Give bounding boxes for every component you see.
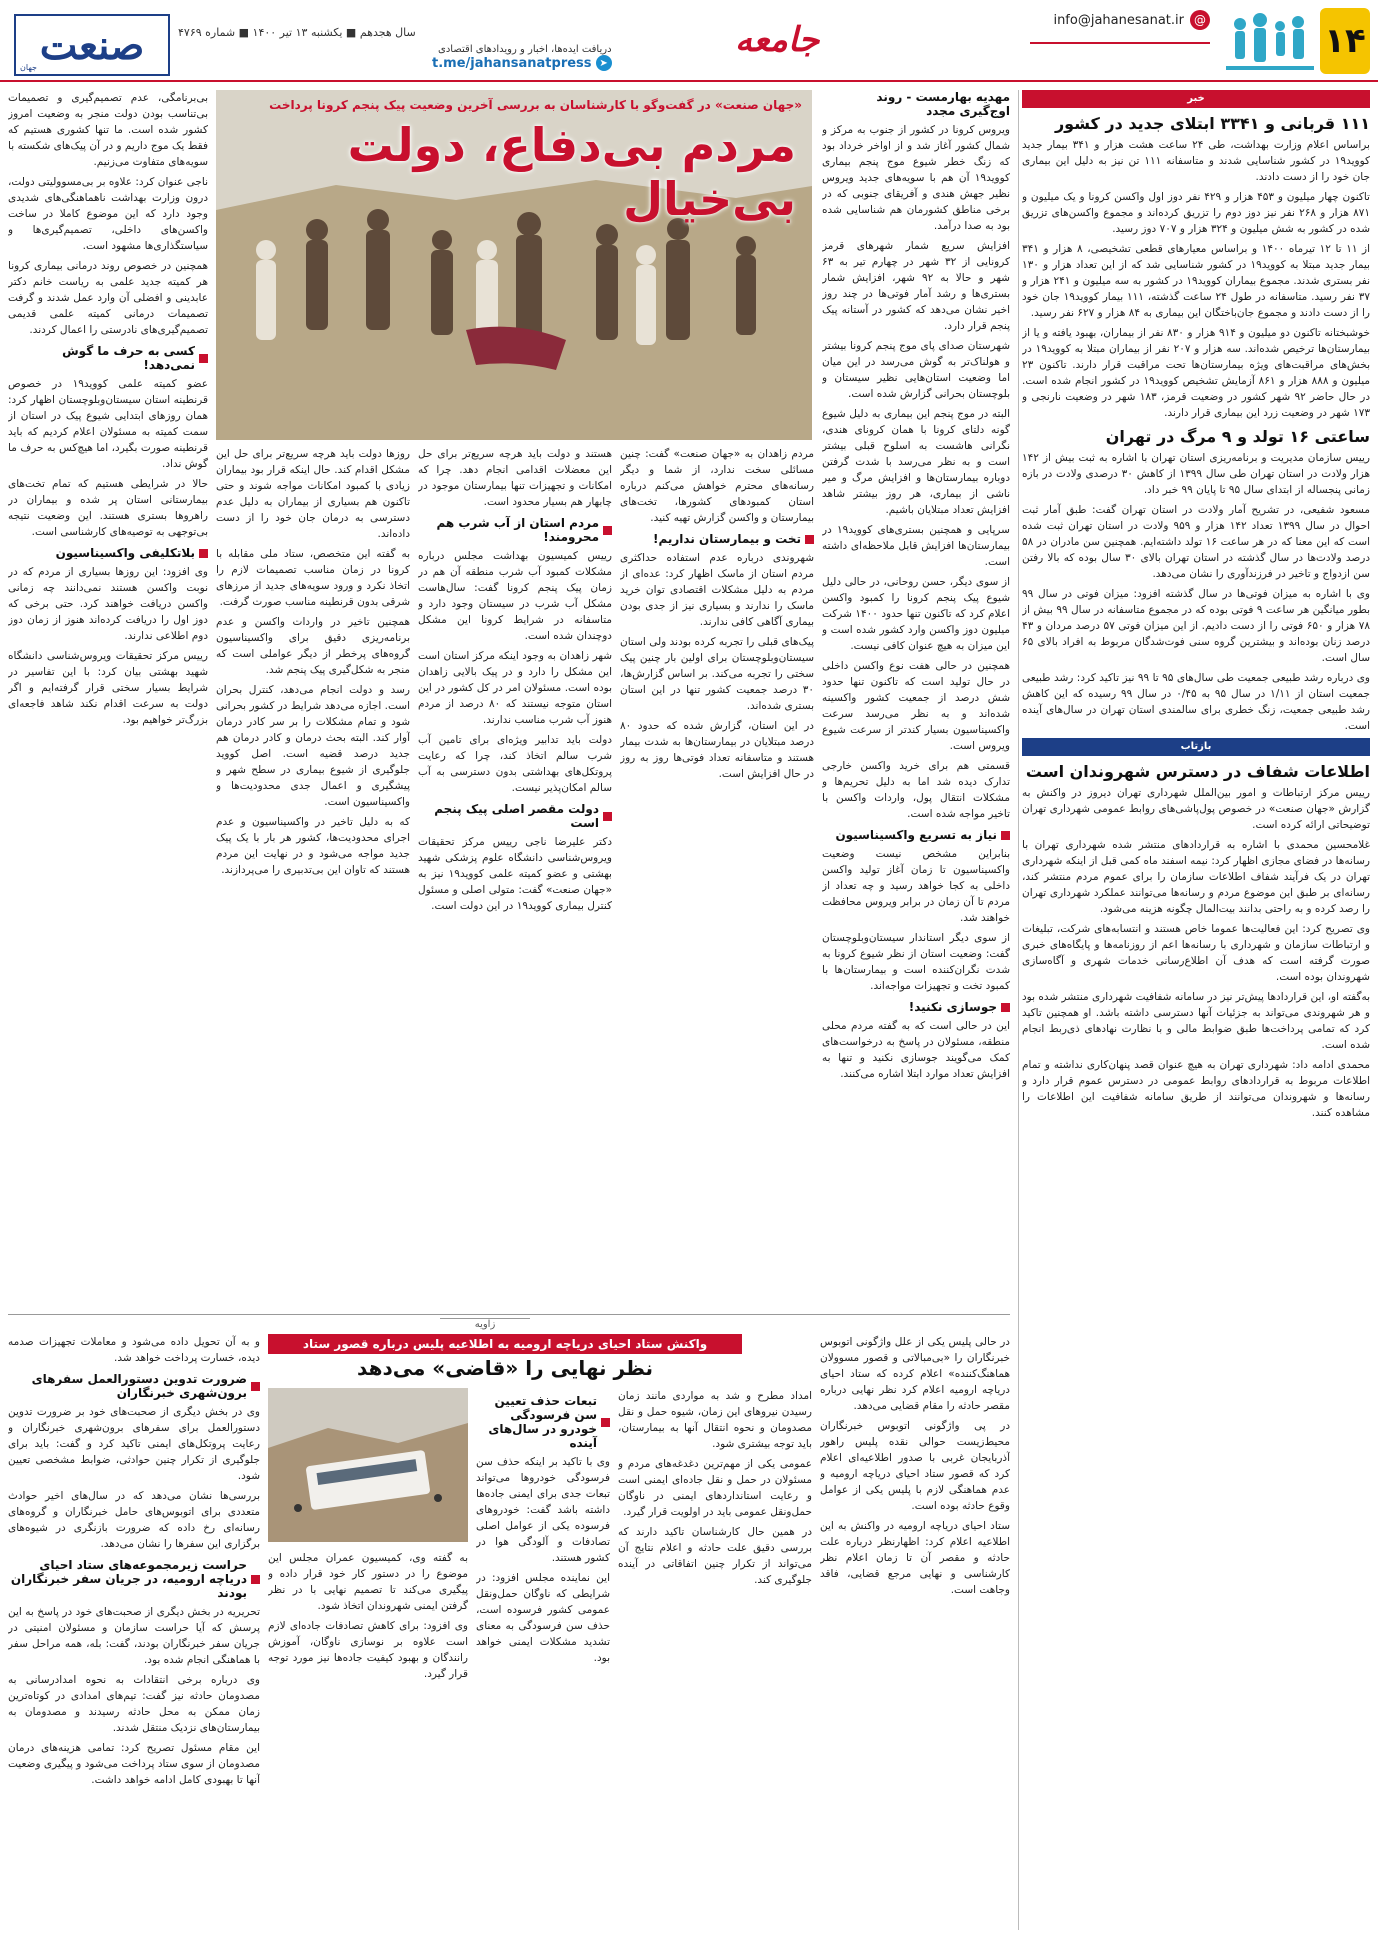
feature-photo <box>216 90 812 440</box>
subheading <box>476 1394 610 1450</box>
page-number: ۱۴ <box>1320 8 1370 74</box>
bottom-column-1 <box>820 1334 1010 1930</box>
square-bullet-icon <box>805 535 814 544</box>
subheading-text: جوسازی نکنید! <box>908 1000 997 1014</box>
feature-column-1 <box>822 90 1010 1310</box>
article-paragraph: عضو کمیته علمی کووید۱۹ در خصوص قرنطینه استان سیستان‌وبلوچستان اظهار کرد: همان روزهای ابتدایی شیوع پیک در استان از سمت کمیته به مسئولان اعلام کردیم که باید قرنطینه صورت بگیرد، اما هیچ‌کس به حرف ما گوش نداد. <box>8 378 208 470</box>
byline: مهدیه بهارمست - روند اوج‌گیری مجدد <box>876 90 1010 118</box>
feature-column-3 <box>418 446 612 1310</box>
subheading <box>8 1372 260 1400</box>
issue-line: سال هجدهم ■ یکشنبه ۱۳ تیر ۱۴۰۰ ■ شماره ۴۷۶۹ <box>178 26 416 39</box>
square-bullet-icon <box>199 549 208 558</box>
news1-paragraph: خوشبختانه تاکنون دو میلیون و ۹۱۴ هزار و ۸۳۰ نفر از بیماران، بهبود یافته و یا از بیمارستان‌ها ترخیص شده‌اند. سه هزار و ۲۰۷ نفر از بیماران مبتلا به کووید۱۹ در بخش‌های مراقبت‌های ویژه بیمارستان‌ها تحت مراقبت قرار دارند. تاکنون ۲۳ میلیون و ۸۸۸ هزار و ۸۶۱ آزمایش تشخیص کووید۱۹ در کشور انجام شده است. در حال حاضر ۹۲ شهر کشور در وضعیت قرمز، ۱۸۳ شهر در وضعیت نارنجی و ۱۷۳ شهر در وضعیت زرد این بیماری قرار دارند. <box>1022 327 1370 419</box>
article-paragraph: هستند و دولت باید هرچه سریع‌تر برای حل این معضلات اقدامی انجام دهد. چرا که امکانات و تجهیزات تنها بیمارستان موجود در چابهار هم بسیار محدود است. <box>418 448 612 508</box>
article-paragraph: شهرستان صدای پای موج پنجم کرونا بیشتر و هولناک‌تر به گوش می‌رسد در این میان اما وضعیت استان‌هایی نظیر سیستان و بلوچستان بحرانی گزارش شده است. <box>822 340 1010 400</box>
news3-paragraph: محمدی ادامه داد: شهرداری تهران به هیچ عنوان قصد پنهان‌کاری نداشته و تمام اطلاعات مربوط به قراردادهای روابط عمومی در دسترس عموم قرار دارد و رسانه‌ها و شهروندان می‌توانند از طریق سامانه شفافیت این اطلاعات را مشاهده کنند. <box>1022 1059 1370 1119</box>
top-rule <box>0 80 1378 82</box>
telegram-note: دریافت ایده‌ها، اخبار و رویدادهای اقتصادی <box>438 44 612 55</box>
news2-paragraph: مسعود شفیعی، در تشریح آمار ولادت در استان تهران گفت: طبق آمار ثبت احوال در سال ۱۳۹۹ تعداد ۱۴۲ هزار و ۹۵۹ ولادت در استان تهران ثبت شده است که این معنا که در هر ساعت ۱۶ تولد داشته‌ایم. همچنین سن مادران در ۵۸ درصد ولادت‌ها در سال گذشته در استان تهران بالای ۳۰ سال بوده که بالا رفتن سن ازدواج و تاخیر در فرزندآوری را نشان می‌دهد. <box>1022 504 1370 580</box>
article-paragraph: به گفته این متخصص، ستاد ملی مقابله با کرونا در زمان مناسب تصمیمات لازم را اتخاذ نکرد و ورود سویه‌های جدید از مرزهای شرقی بدون قرنطینه مناسب صورت گرفت. <box>216 548 410 608</box>
logo-sub: جهان <box>20 63 37 72</box>
feature-column-4 <box>216 446 410 1310</box>
subheading <box>8 1558 260 1600</box>
zavieh-tag: زاویه <box>440 1318 530 1332</box>
bottom-column-2 <box>618 1388 812 1930</box>
article-paragraph: رییس مرکز تحقیقات ویروس‌شناسی دانشگاه شهید بهشتی بیان کرد: با این تفاسیر در شرایط بسیار سختی قرار گرفته‌ایم و اگر دولت به سرعت اقدام نکند شاهد فاجعه‌ای بزرگ‌تر خواهیم بود. <box>8 650 208 726</box>
article-paragraph: وی در بخش دیگری از صحبت‌های خود بر ضرورت تدوین دستورالعمل برای سفرهای برون‌شهری خبرنگاران و رعایت پروتکل‌های ایمنی تاکید کرد و گفت: باید برای جلوگیری از تکرار چنین حوادثی، ضوابط مشخصی تعیین شود. <box>8 1406 260 1482</box>
article-paragraph: همچنین تاخیر در واردات واکسن و عدم برنامه‌ریزی دقیق برای واکسیناسیون گروه‌های پرخطر از دیگر عواملی است که منجر به شکل‌گیری پیک پنجم شد. <box>216 616 410 676</box>
article-paragraph: این نماینده مجلس افزود: در شرایطی که ناوگان حمل‌ونقل عمومی کشور فرسوده است، حذف سن فرسودگی به معنای تشدید مشکلات ایمنی خواهد بود. <box>476 1572 610 1664</box>
square-bullet-icon <box>603 812 612 821</box>
bottom-banner: واکنش ستاد احیای دریاچه ارومیه به اطلاعیه پلیس درباره قصور ستاد <box>268 1334 742 1354</box>
email-icon: @ <box>1190 10 1210 30</box>
news3-paragraph: رییس مرکز ارتباطات و امور بین‌الملل شهرداری تهران دیروز در واکنش به گزارش «جهان صنعت» در خصوص پول‌پاشی‌های روابط عمومی شهرداری تهران توضیحاتی ارائه کرده است. <box>1022 787 1370 831</box>
square-bullet-icon <box>601 1418 610 1427</box>
subheading <box>418 516 612 544</box>
article-paragraph: سرپایی و همچنین بستری‌های کووید۱۹ در بیمارستان‌ها افزایش قابل ملاحظه‌ای داشته است. <box>822 524 1010 568</box>
article-paragraph: روزها دولت باید هرچه سریع‌تر برای حل این مشکل اقدام کند. حال اینکه قرار بود بیماران زیادی با کمبود امکانات مواجه شوند و حتی تاکنون هم بسیاری از بیماران به دلیل عدم دسترسی به درمان جان خود را از دست داده‌اند. <box>216 448 410 540</box>
subheading <box>8 344 208 372</box>
article-paragraph: وی درباره برخی انتقادات به نحوه امدادرسانی به مصدومان حادثه نیز گفت: تیم‌های امدادی در کوتاه‌ترین زمان ممکن به محل حادثه رسیدند و مصدومان به بیمارستان‌های نزدیک منتقل شدند. <box>8 1674 260 1734</box>
feature-column-5 <box>8 90 208 1310</box>
square-bullet-icon <box>251 1382 260 1391</box>
article-paragraph: افزایش سریع شمار شهرهای قرمز کرونایی از ۳۲ شهر در چهارم تیر به ۶۳ شهر و حالا به ۹۲ شهر، افزایش شمار بستری‌ها و رشد آمار فوتی‌ها در چند روز اخیر نشان می‌دهد که کشور در آستانه پیک پنجم قرار دارد. <box>822 240 1010 332</box>
square-bullet-icon <box>1001 831 1010 840</box>
article-paragraph: همچنین در حالی هفت نوع واکسن داخلی در حال تولید است که تاکنون تنها حدود شش درصد از جمعیت کشور واکسینه شده‌اند و به نظر می‌رسد سرعت واکسیناسیون بسیار کندتر از سرعت شیوع ویروس است. <box>822 660 1010 752</box>
news-tag: خبر <box>1022 90 1370 108</box>
article-paragraph: از سوی دیگر، حسن روحانی، در حالی دلیل شیوع پیک پنجم کرونا را کمبود واکسن اعلام کرد که تاکنون تنها حدود ۱۴۰۰ شرکت میلیون دوز واکسن وارد کشور شده است و این میزان به هیچ عنوان کافی نیست. <box>822 576 1010 652</box>
telegram-block <box>432 44 612 71</box>
article-paragraph: ویروس کرونا در کشور از جنوب به مرکز و شمال کشور آغاز شد و از اواخر خرداد بود که زنگ خطر شیوع موج پنجم بیماری کووید۱۹ آن هم با سویه‌های جدید ویروس نظیر جهش هندی و آفریقای جنوبی که در برخی مناطق کشورمان هم شناسایی شده بود به صدا درآمد. <box>822 124 1010 232</box>
subheading <box>822 828 1010 842</box>
telegram-link[interactable] <box>432 55 612 71</box>
article-paragraph: امداد مطرح و شد به مواردی مانند زمان رسیدن نیروهای این زمان، شیوه حمل و نقل مصدومان و نحوه انتقال آنها به بیمارستان، باید توجه بیشتری شود. <box>618 1390 812 1450</box>
article-paragraph: و به آن تحویل داده می‌شود و معاملات تجهیزات صدمه دیده، خسارت پرداخت خواهد شد. <box>8 1336 260 1364</box>
subheading <box>620 532 814 546</box>
article-paragraph: دکتر علیرضا ناجی رییس مرکز تحقیقات ویروس‌شناسی دانشگاه علوم پزشکی شهید بهشتی و عضو کمیته علمی کووید۱۹ نیز به «جهان صنعت» گفت: متولی اصلی و مسئول کنترل بیماری کووید۱۹ در این دولت است. <box>418 836 612 912</box>
square-bullet-icon <box>603 526 612 535</box>
subheading-text: تبعات حذف تعیین سن فرسودگی خودرو در سال‌های آینده <box>488 1394 597 1450</box>
article-paragraph: وی با تاکید بر اینکه حذف سن فرسودگی خودروها می‌تواند تبعات جدی برای ایمنی جاده‌ها داشته باشد گفت: خودروهای فرسوده یکی از عوامل اصلی تصادفات و آلودگی هوا در کشور هستند. <box>476 1456 610 1564</box>
feature-kicker: «جهان صنعت» در گفت‌وگو با کارشناسان به بررسی آخرین وضعیت پیک پنجم کرونا پرداخت <box>269 98 802 112</box>
article-paragraph: که به دلیل تاخیر در واکسیناسیون و عدم اجرای محدودیت‌ها، کشور هر بار با یک پیک جدید مواجه می‌شود و در نهایت این مردم هستند که تاوان این بی‌تدبیری را می‌پردازند. <box>216 816 410 876</box>
bus-illustration <box>268 1388 468 1542</box>
right-news-column <box>1022 90 1370 1930</box>
square-bullet-icon <box>199 354 208 363</box>
article-paragraph: در همین حال کارشناسان تاکید دارند که بررسی دقیق علت حادثه و اعلام نتایج آن می‌تواند از تکرار چنین اتفاقاتی در آینده جلوگیری کند. <box>618 1526 812 1586</box>
article-paragraph: البته در موج پنجم این بیماری به دلیل شیوع گونه دلتای کرونا با همان کرونای هندی، نگرانی هاشست به اسلوح قبلی بیشتر است و به نظر می‌رسد با شدت گرفتن دوباره بیمارستان‌ها و افزایش مرگ و میر ناشی از بیماری، هر روز بیشتر شاهد افزایش تعداد مبتلایان باشیم. <box>822 408 1010 516</box>
email-row <box>1053 10 1210 30</box>
article-paragraph: وی افزود: برای کاهش تصادفات جاده‌ای لازم است علاوه بر نوسازی ناوگان، آموزش رانندگان و بهبود کیفیت جاده‌ها نیز مورد توجه قرار گیرد. <box>268 1620 468 1680</box>
subheading-text: نیاز به تسریع واکسیناسیون <box>835 828 997 842</box>
article-paragraph: عمومی یکی از مهم‌ترین دغدغه‌های مردم و مسئولان در حمل و نقل جاده‌ای ایمنی است و رعایت استانداردهای ایمنی در ناوگان حمل‌ونقل عمومی باید در اولویت قرار گیرد. <box>618 1458 812 1518</box>
news2-paragraph: وی با اشاره به میزان فوتی‌ها در سال گذشته افزود: میزان فوتی در سال ۹۹ بطور میانگین هر ساعت ۹ فوتی بوده که در مجموع متاسفانه در سال ۹۹ بیش از ۷۸ هزار و ۶۵۰ فوتی را از دست دادیم. از این میزان فوتی ۵۷ درصد مردان و ۴۳ درصد زنان بوده‌اند و بیشترین گروه سنی فوت‌شدگان مربوط به افراد بالای ۶۵ سال است. <box>1022 588 1370 664</box>
subheading-text: حراست زیرمجموعه‌های ستاد احیای دریاچه ارومیه، در جریان سفر خبرنگاران بودند <box>10 1558 247 1600</box>
logo-text: صنعت <box>39 21 145 69</box>
news1-title: ۱۱۱ قربانی و ۳۳۴۱ ابتلای جدید در کشور <box>1054 114 1370 133</box>
article-paragraph: بنابراین مشخص نیست وضعیت واکسیناسیون تا زمان آغاز تولید واکسن داخلی به کجا خواهد رسید و چه تعداد از مردم تا آن زمان در برابر ویروس محافظت خواهند شد. <box>822 848 1010 924</box>
section-title: جامعه <box>735 20 820 60</box>
article-paragraph: به گفته وی، کمیسیون عمران مجلس این موضوع را در دستور کار خود قرار داده و پیگیری می‌کند تا تصمیم نهایی با در نظر گرفتن ایمنی شهروندان اتخاذ شود. <box>268 1552 468 1612</box>
article-paragraph: این مقام مسئول تصریح کرد: تمامی هزینه‌های درمان مصدومان از سوی ستاد پرداخت می‌شود و پیگیری وضعیت آنها تا بهبودی کامل ادامه خواهد داشت. <box>8 1742 260 1786</box>
article-paragraph: شهروندی درباره عدم استفاده حداکثری مردم استان از ماسک اظهار کرد: عده‌ای از مردم به دلیل مشکلات اقتصادی توان خرید ماسک را ندارند و بسیاری نیز از جدی بودن بیماری آگاهی کافی ندارند. <box>620 552 814 628</box>
article-paragraph: حالا در شرایطی هستیم که تمام تخت‌های بیمارستانی استان پر شده و بیماران در راهروها بستری هستند. این وضعیت نتیجه بی‌توجهی به توصیه‌های کارشناسی است. <box>8 478 208 538</box>
article-paragraph: در حالی پلیس یکی از علل واژگونی اتوبوس خبرنگاران را «بی‌مبالاتی و قصور مسوولان هماهنگ‌کننده» اعلام کرده که ستاد احیای دریاچه ارومیه اعلام کرد نظر نهایی درباره مقصر حادثه را مقام قضایی می‌دهد. <box>820 1336 1010 1412</box>
email-address[interactable]: info@jahanesanat.ir <box>1053 12 1184 28</box>
telegram-url[interactable]: t.me/jahansanatpress <box>432 55 592 71</box>
subheading-text: تخت و بیمارستان نداریم! <box>652 532 801 546</box>
section-divider <box>8 1314 1010 1315</box>
news1-paragraph: از ۱۱ تا ۱۲ تیرماه ۱۴۰۰ و براساس معیارهای قطعی تشخیصی، ۸ هزار و ۳۴۱ بیمار جدید مبتلا به کووید۱۹ در کشور شناسایی شد که از این تعداد هزار و ۱۳۰ نفر بستری شدند. مجموع بیماران کووید۱۹ در کشور به سه میلیون و ۲۴۱ هزار و ۳۷ نفر رسید. متاسفانه در طول ۲۴ ساعت گذشته، ۱۱۱ بیمار کووید۱۹ جان خود را از دست دادند و مجموع جان‌باختگان این بیماری به ۸۴ هزار و ۶۲۷ نفر رسید. <box>1022 243 1370 319</box>
subheading-text: کسی به حرف ما گوش نمی‌دهد! <box>62 344 195 372</box>
pictogram-people-icon <box>1226 10 1314 76</box>
article-paragraph: تحریریه در بخش دیگری از صحبت‌های خود در پاسخ به این پرسش که آیا حراست سازمان و مسئولان امنیتی در جریان سفر خبرنگاران بودند، گفت: بله، همه مراحل سفر با هماهنگی انجام شده بود. <box>8 1606 260 1666</box>
news2-paragraph: وی درباره رشد طبیعی جمعیت طی سال‌های ۹۵ تا ۹۹ نیز تاکید کرد: رشد طبیعی جمعیت استان از ۱/۱۱ در سال ۹۵ به ۰/۴۵ در سال ۹۹ رسیده که این کاهش رشد طبیعی جمعیت، زنگ خطری برای سالمندی استان تهران در سال‌های آینده است. <box>1022 672 1370 732</box>
article-paragraph: همچنین در خصوص روند درمانی بیماری کرونا هر کمیته جدید علمی به ریاست خانم دکتر عابدینی و افضلی آن وارد عمل شدند و گرفت تصمیمات درمانی کمیته علمی قدیمی تصمیم‌گیری‌های نادرستی را اعمال کردند. <box>8 260 208 336</box>
article-paragraph: مردم زاهدان به «جهان صنعت» گفت: چنین مسائلی سخت ندارد، از شما و دیگر رسانه‌های محترم خواهش می‌کنم درباره استان کمبودهای کشورها، تخت‌های بیمارستان و واکسن گزارش تهیه کنید. <box>620 448 814 524</box>
article-paragraph: در پی واژگونی اتوبوس خبرنگاران محیط‌زیست حوالی نقده پلیس راهور آذربایجان غربی با صدور اطلاعیه‌ای اعلام کرد که قصور ستاد احیای دریاچه ارومیه و عدم هماهنگی لازم با پلیس یکی از عوامل وقوع حادثه بوده است. <box>820 1420 1010 1512</box>
news2-paragraph: رییس سازمان مدیریت و برنامه‌ریزی استان تهران با اشاره به ثبت بیش از ۱۴۲ هزار ولادت در استان تهران طی سال ۱۳۹۹ از کاهش ۳۰ درصدی ولادت در بازه زمانی پنجساله از ابتدای سال ۹۵ تا پایان ۹۹ خبر داد. <box>1022 452 1370 496</box>
subheading <box>418 802 612 830</box>
article-paragraph: وی افزود: این روزها بسیاری از مردم که در نوبت واکسن هستند نمی‌دانند چه زمانی واکسن دریافت خواهند کرد. حتی برخی که دوز اول را دریافت کرده‌اند هنوز از زمان دوز دوم اطلاعی ندارند. <box>8 566 208 642</box>
article-paragraph: این در حالی است که به گفته مردم محلی منطقه، مسئولان در پاسخ به درخواست‌های کمک می‌گویند جوسازی نکنید و تنها به افزایش تعداد موارد ابتلا اشاره می‌کنند. <box>822 1020 1010 1080</box>
article-paragraph: ناجی عنوان کرد: علاوه بر بی‌مسوولیتی دولت، درون وزارت بهداشت ناهماهنگی‌های شدیدی وجود دارد که این موضوع کاملا در ساخت واکسن‌های داخلی، تصمیم‌گیری‌ها و سیاستگذاری‌ها مشهود است. <box>8 176 208 252</box>
bottom-column-5 <box>8 1334 260 1930</box>
bottom-column-4 <box>268 1550 468 1930</box>
telegram-icon: ➤ <box>596 55 612 71</box>
article-paragraph: ستاد احیای دریاچه ارومیه در واکنش به این اطلاعیه اعلام کرد: اظهارنظر درباره علت حادثه و مقصر آن تا زمان اعلام نظر کارشناسی و نهایی مرجع قضایی، فاقد وجاهت است. <box>820 1520 1010 1596</box>
news3-paragraph: وی تصریح کرد: این فعالیت‌ها عموما خاص هستند و انتسابه‌های شرکت، تبلیغات و ارتباطات سازمان و شهرداری با رسانه‌ها اعم از روزنامه‌ها و پایگاه‌های خبری صورت گرفته است که هدف آن اطلاع‌رسانی خدمات شهری و آگاه‌سازی شهروندان بوده است. <box>1022 923 1370 983</box>
article-paragraph: دولت باید تدابیر ویژه‌ای برای تامین آب شرب سالم اتخاذ کند، چرا که رعایت پروتکل‌های بهداشتی بدون دسترسی به آب سالم امکان‌پذیر نیست. <box>418 734 612 794</box>
feature-column-2 <box>620 446 814 1310</box>
bazetab-tag: بازتاب <box>1022 738 1370 756</box>
news3-paragraph: به‌گفته او، این قراردادها پیش‌تر نیز در سامانه شفافیت شهرداری منتشر شده بود و هر شهروندی می‌تواند به جزئیات آنها دسترسی داشته باشد. او همچنین تاکید کرد که تمامی پرداخت‌ها طبق ضوابط مالی و با نظارت نهادهای ذی‌ربط انجام شده است. <box>1022 991 1370 1051</box>
news1-paragraph: تاکنون چهار میلیون و ۴۵۳ هزار و ۴۲۹ نفر دوز اول واکسن کرونا و یک میلیون و ۸۷۱ هزار و ۲۶۸ نفر نیز دوز دوم را تزریق کرده‌اند و مجموع واکسن‌های تزریق شده در کشور به شش میلیون و ۳۲۴ هزار و ۷۰۷ دوز رسید. <box>1022 191 1370 235</box>
subheading-text: دولت مقصر اصلی پیک پنجم است <box>434 802 599 830</box>
news1-paragraph: براساس اعلام وزارت بهداشت، طی ۲۴ ساعت هشت هزار و ۳۴۱ بیمار جدید کووید۱۹ در کشور شناسایی شدند و متاسفانه ۱۱۱ تن نیز به دلیل این بیماری جان خود را از دست دادند. <box>1022 139 1370 183</box>
subheading-text: مردم استان از آب شرب هم محرومند! <box>436 516 599 544</box>
article-paragraph: در این استان، گزارش شده که حدود ۸۰ درصد مبتلایان در بیمارستان‌ها به شدت بیمار هستند و متاسفانه تعداد فوتی‌ها روز به روز در حال افزایش است. <box>620 720 814 780</box>
bottom-column-3 <box>476 1388 610 1930</box>
masthead-logo <box>14 14 170 76</box>
article-paragraph: پیک‌های قبلی را تجربه کرده بودند ولی استان سیستان‌وبلوچستان برای اولین بار چنین پیک سختی را تجربه می‌کند. بر اساس گزارش‌ها، ۳۰ درصد جمعیت کشور تنها در این استان بستری شده‌اند. <box>620 636 814 712</box>
article-paragraph: بی‌برنامگی، عدم تصمیم‌گیری و تصمیمات بی‌تناسب بودن دولت منجر به وضعیت امروز کشور شده است. ما تنها کشوری هستیم که فقط یک موج داریم و در آن پیک‌های شکسته با سویه‌های متفاوت می‌زنیم. <box>8 92 208 168</box>
square-bullet-icon <box>251 1575 260 1584</box>
article-paragraph: از سوی دیگر استاندار سیستان‌وبلوچستان گفت: وضعیت استان از نظر شیوع کرونا به شدت نگران‌کننده است و بیمارستان‌ها با کمبود تخت و تجهیزات مواجه‌اند. <box>822 932 1010 992</box>
page-header <box>0 0 1378 82</box>
feature-title: مردم بی‌دفاع، دولت بی‌خیال <box>347 118 796 226</box>
news3-title: اطلاعات شفاف در دسترس شهروندان است <box>1025 762 1370 781</box>
bottom-title: نظر نهایی را «قاضی» می‌دهد <box>357 1356 653 1380</box>
news3-paragraph: غلامحسین محمدی با اشاره به قراردادهای منتشر شده شهرداری تهران با رسانه‌ها در فضای مجازی اظهار کرد: نیمه اسفند ماه کمی قبل از اینکه شهرداری تهران در یک فرآیند شفاف اطلاعات سازمان را برای عموم مردم منتشر کند، رسانه‌ای بر طبق این موضوع مردم و رسانه‌ها می‌توانند عملکرد شهرداری تهران را رصد کرده و به راحتی بدانند بیت‌المال چگونه هزینه می‌شود. <box>1022 839 1370 915</box>
article-paragraph: قسمتی هم برای خرید واکسن خارجی تدارک دیده شد اما به دلیل تحریم‌ها و مشکلات انتقال پول، واردات واکسن با تاخیر مواجه شده است. <box>822 760 1010 820</box>
header-rule <box>1030 42 1210 44</box>
subheading <box>822 1000 1010 1014</box>
article-paragraph: شهر زاهدان به وجود اینکه مرکز استان است این مشکل را دارد و در پیک بالایی زاهدان بوده است. مسئولان امر در کل کشور در این استان متوجه نیستند که ۸۰ درصد از مردم هنوز آب شرب مناسب ندارند. <box>418 650 612 726</box>
subheading-text: ضرورت تدوین دستورالعمل سفرهای برون‌شهری خبرنگاران <box>31 1372 247 1400</box>
column-divider <box>1018 90 1019 1930</box>
article-paragraph: رسد و دولت انجام می‌دهد، کنترل بحران است. اجازه می‌دهد شرایط در کشور بحرانی شود و تمام مشکلات را بر سر کادر درمان آوار کند. البته بحث درمان و کادر درمان هم جدید درصد قضیه است. اصل کووید جلوگیری از شیوع بیماری در سطح شهر و پیشگیری و اعمال جدی محدودیت‌ها و واکسیناسیون است. <box>216 684 410 808</box>
subheading <box>8 546 208 560</box>
article-paragraph: رییس کمیسیون بهداشت مجلس درباره مشکلات کمبود آب شرب منطقه آن هم در زمان پیک پنجم کرونا گفت: سال‌هاست مشکل آب شرب در سیستان وجود دارد و متاسفانه در شرایط کرونا این مشکل دوچندان شده است. <box>418 550 612 642</box>
bus-accident-photo <box>268 1388 468 1542</box>
news2-title: ساعتی ۱۶ تولد و ۹ مرگ در تهران <box>1105 427 1370 446</box>
square-bullet-icon <box>1001 1003 1010 1012</box>
subheading-text: بلاتکلیفی واکسیناسیون <box>55 546 195 560</box>
article-paragraph: بررسی‌ها نشان می‌دهد که در سال‌های اخیر حوادث متعددی برای اتوبوس‌های حامل خبرنگاران و گروه‌های رسانه‌ای رخ داده که ضرورت بازنگری در شیوه‌های برگزاری این سفرها را نشان می‌دهد. <box>8 1490 260 1550</box>
